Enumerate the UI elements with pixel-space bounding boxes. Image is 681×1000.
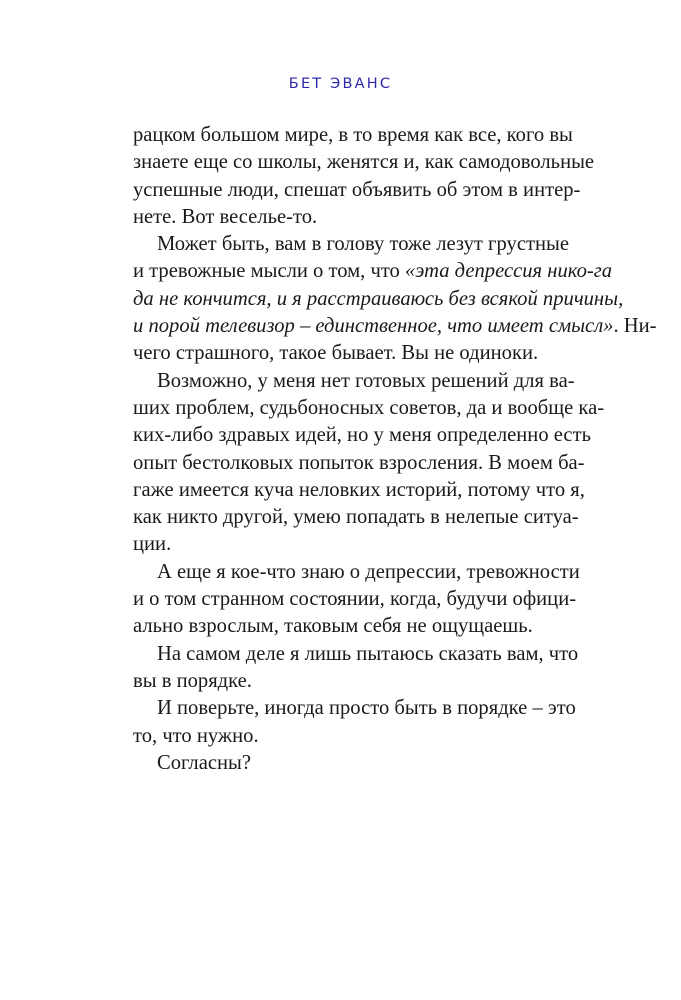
- text-line: А еще я кое-что знаю о депрессии, тревожности: [157, 560, 580, 583]
- quote-text: да не кончится, и я расстраиваюсь без всякой причины,: [133, 287, 624, 310]
- text-run: и тревожные мысли о том, что: [133, 260, 405, 283]
- quote-text: и порой телевизор – единственное, что имеет смысл»: [133, 315, 614, 338]
- text-line: вы в порядке.: [133, 669, 252, 692]
- text-line: ции.: [133, 533, 172, 556]
- text-line: и о том странном состоянии, когда, будучи офици-: [133, 588, 577, 611]
- text-line: И поверьте, иногда просто быть в порядке – это: [157, 697, 576, 720]
- text-line: Согласны?: [157, 751, 251, 774]
- text-line: опыт бестолковых попыток взросления. В моем ба-: [133, 451, 585, 474]
- text-line: гаже имеется куча неловких историй, потому что я,: [133, 478, 585, 501]
- text-line: рацком большом мире, в то время как все, кого вы: [133, 124, 573, 146]
- text-line: знаете еще со школы, женятся и, как самодовольные: [133, 151, 595, 174]
- quote-text: «эта депрессия нико-га: [405, 260, 613, 283]
- text-line: ших проблем, судьбоносных советов, да и вообще ка-: [133, 396, 605, 419]
- text-line: ких-либо здравых идей, но у меня определенно есть: [133, 424, 591, 447]
- text-line: [133, 286, 624, 313]
- text-line: [133, 313, 657, 340]
- text-line: то, что нужно.: [133, 724, 259, 747]
- text-line: На самом деле я лишь пытаюсь сказать вам, что: [157, 642, 579, 665]
- text-line: Возможно, у меня нет готовых решений для ва-: [157, 369, 575, 392]
- text-line: чего страшного, такое бывает. Вы не одиноки.: [133, 342, 539, 365]
- text-line: Может быть, вам в голову тоже лезут грустные: [157, 233, 569, 256]
- text-run: . Ни-: [613, 315, 657, 338]
- text-line: успешные люди, спешат объявить об этом в интер-: [133, 178, 581, 201]
- text-line: нете. Вот веселье-то.: [133, 205, 318, 228]
- running-head-author: БЕТ ЭВАНС: [288, 76, 393, 92]
- text-line: как никто другой, умею попадать в нелепые ситуа-: [133, 506, 579, 529]
- text-line: ально взрослым, таковым себя не ощущаешь.: [133, 615, 533, 638]
- text-line: [133, 258, 613, 285]
- body-text: [133, 122, 657, 777]
